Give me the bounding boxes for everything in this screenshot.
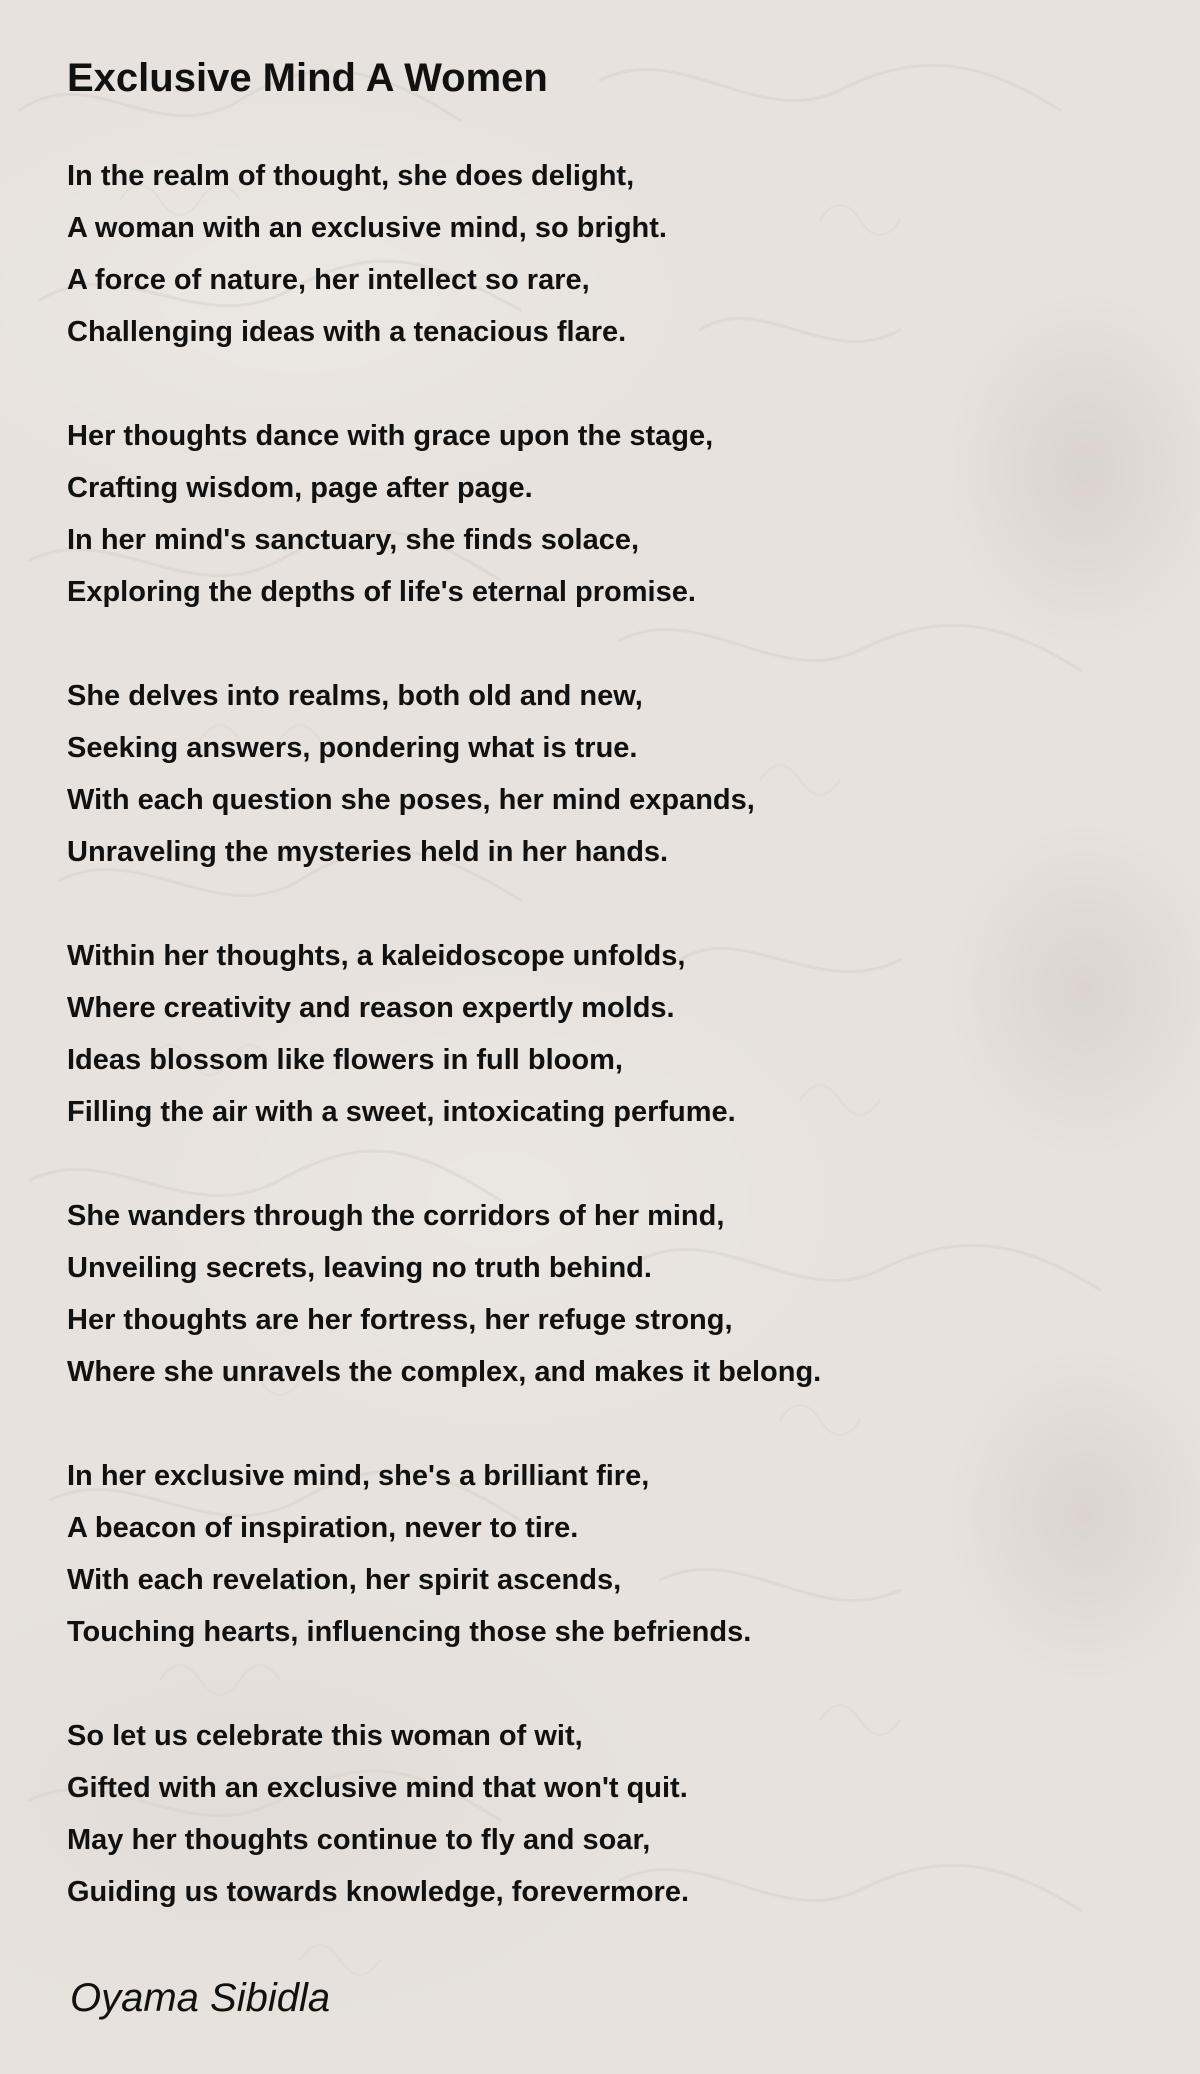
poem-line: Seeking answers, pondering what is true. [67, 732, 638, 764]
poem-line: Guiding us towards knowledge, forevermore. [67, 1876, 689, 1908]
poem-line: Unveiling secrets, leaving no truth behind. [67, 1252, 652, 1284]
poem-line: Where creativity and reason expertly molds. [67, 992, 675, 1024]
stanza-5 [67, 1190, 1147, 1398]
stanza-4 [67, 930, 1147, 1138]
poem-author: Oyama Sibidla [70, 1976, 331, 2020]
poem-line: A force of nature, her intellect so rare, [67, 264, 590, 296]
poem-line: Where she unravels the complex, and makes it belong. [67, 1356, 822, 1388]
poem-line: Ideas blossom like flowers in full bloom, [67, 1044, 623, 1076]
poem-line: She delves into realms, both old and new, [67, 680, 643, 712]
poem-line: Gifted with an exclusive mind that won't quit. [67, 1772, 688, 1804]
poem-line: Within her thoughts, a kaleidoscope unfolds, [67, 940, 686, 972]
poem-line: In her mind's sanctuary, she finds solace, [67, 524, 640, 556]
poem-line: So let us celebrate this woman of wit, [67, 1720, 583, 1752]
poem-line: She wanders through the corridors of her mind, [67, 1200, 725, 1232]
poem-line: In her exclusive mind, she's a brilliant fire, [67, 1460, 650, 1492]
poem-line: Challenging ideas with a tenacious flare. [67, 316, 627, 348]
poem-line: May her thoughts continue to fly and soar, [67, 1824, 651, 1856]
stanza-2 [67, 410, 1147, 618]
poem-line: Her thoughts dance with grace upon the stage, [67, 420, 714, 452]
stanza-1 [67, 150, 1147, 358]
poem-line: Exploring the depths of life's eternal promise. [67, 576, 696, 608]
poem-line: A beacon of inspiration, never to tire. [67, 1512, 579, 1544]
poem-title: Exclusive Mind A Women [67, 56, 548, 100]
stanza-3 [67, 670, 1147, 878]
poem-line: Touching hearts, influencing those she befriends. [67, 1616, 752, 1648]
stanza-6 [67, 1450, 1147, 1658]
poem-line: Her thoughts are her fortress, her refuge strong, [67, 1304, 733, 1336]
stanza-7 [67, 1710, 1147, 1918]
poem-line: Filling the air with a sweet, intoxicating perfume. [67, 1096, 736, 1128]
poem-line: Crafting wisdom, page after page. [67, 472, 533, 504]
poem-line: A woman with an exclusive mind, so bright. [67, 212, 667, 244]
poem-line: In the realm of thought, she does delight, [67, 160, 635, 192]
poem-body [67, 150, 1147, 1970]
poem-line: With each question she poses, her mind expands, [67, 784, 755, 816]
poem-line: With each revelation, her spirit ascends, [67, 1564, 622, 1596]
poem-line: Unraveling the mysteries held in her hands. [67, 836, 669, 868]
